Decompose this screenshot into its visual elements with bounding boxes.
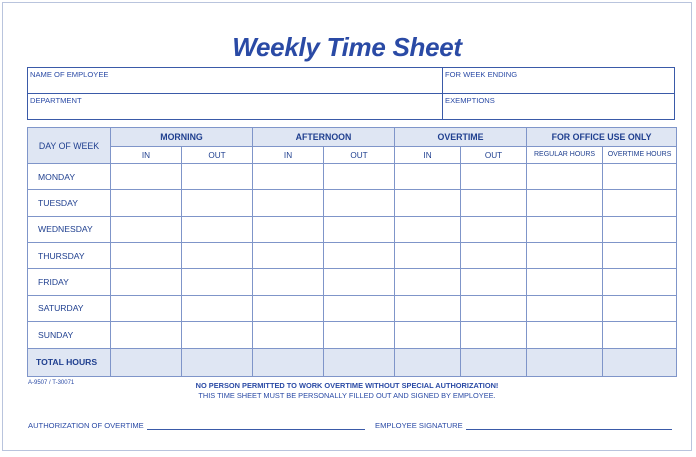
total-entry-cell[interactable] [253, 348, 324, 376]
hours-entry-cell[interactable] [603, 322, 677, 348]
employee-signature-label: EMPLOYEE SIGNATURE [375, 421, 463, 430]
time-entry-cell[interactable] [395, 322, 461, 348]
morning-header: MORNING [111, 128, 253, 147]
day-label: SATURDAY [28, 295, 111, 321]
time-entry-cell[interactable] [253, 322, 324, 348]
week-ending-label: FOR WEEK ENDING [445, 70, 518, 79]
day-row [28, 216, 677, 242]
day-row [28, 243, 677, 269]
total-hours-label: TOTAL HOURS [28, 348, 111, 376]
time-entry-cell[interactable] [111, 243, 182, 269]
time-table [27, 127, 677, 377]
time-entry-cell[interactable] [461, 190, 527, 216]
time-entry-cell[interactable] [111, 216, 182, 242]
time-sheet-form [2, 2, 692, 451]
time-entry-cell[interactable] [324, 190, 395, 216]
total-entry-cell[interactable] [461, 348, 527, 376]
day-row [28, 295, 677, 321]
total-entry-cell[interactable] [182, 348, 253, 376]
time-entry-cell[interactable] [324, 269, 395, 295]
time-entry-cell[interactable] [324, 216, 395, 242]
time-entry-cell[interactable] [324, 322, 395, 348]
hours-entry-cell[interactable] [603, 269, 677, 295]
afternoon-out-header: OUT [324, 147, 395, 164]
overtime-hours-header: OVERTIME HOURS [603, 147, 677, 164]
hours-entry-cell[interactable] [527, 269, 603, 295]
time-entry-cell[interactable] [324, 243, 395, 269]
day-row [28, 164, 677, 190]
time-entry-cell[interactable] [182, 164, 253, 190]
hours-entry-cell[interactable] [603, 164, 677, 190]
hours-entry-cell[interactable] [603, 216, 677, 242]
total-entry-cell[interactable] [395, 348, 461, 376]
authorization-line [147, 421, 365, 430]
total-hours-row [28, 348, 677, 376]
hours-entry-cell[interactable] [527, 295, 603, 321]
day-label: THURSDAY [28, 243, 111, 269]
department-label: DEPARTMENT [30, 96, 82, 105]
time-entry-cell[interactable] [111, 295, 182, 321]
signature-notice: THIS TIME SHEET MUST BE PERSONALLY FILLED OUT AND SIGNED BY EMPLOYEE. [198, 391, 496, 400]
morning-out-header: OUT [182, 147, 253, 164]
employee-signature-field[interactable] [375, 421, 672, 430]
time-entry-cell[interactable] [461, 164, 527, 190]
hours-entry-cell[interactable] [527, 190, 603, 216]
time-entry-cell[interactable] [253, 164, 324, 190]
department-field[interactable] [28, 94, 442, 120]
time-entry-cell[interactable] [253, 216, 324, 242]
authorization-label: AUTHORIZATION OF OVERTIME [28, 421, 144, 430]
hours-entry-cell[interactable] [527, 216, 603, 242]
afternoon-header: AFTERNOON [253, 128, 395, 147]
time-entry-cell[interactable] [461, 295, 527, 321]
time-entry-cell[interactable] [253, 190, 324, 216]
time-entry-cell[interactable] [253, 269, 324, 295]
time-entry-cell[interactable] [253, 243, 324, 269]
total-entry-cell[interactable] [324, 348, 395, 376]
hours-entry-cell[interactable] [527, 322, 603, 348]
time-entry-cell[interactable] [461, 269, 527, 295]
employee-signature-line [466, 421, 672, 430]
time-entry-cell[interactable] [395, 295, 461, 321]
overtime-notice: NO PERSON PERMITTED TO WORK OVERTIME WITHOUT SPECIAL AUTHORIZATION! [195, 381, 499, 390]
time-entry-cell[interactable] [182, 243, 253, 269]
time-entry-cell[interactable] [395, 243, 461, 269]
hours-entry-cell[interactable] [527, 164, 603, 190]
time-entry-cell[interactable] [111, 269, 182, 295]
day-of-week-header: DAY OF WEEK [28, 128, 111, 164]
time-entry-cell[interactable] [395, 190, 461, 216]
time-entry-cell[interactable] [324, 295, 395, 321]
time-entry-cell[interactable] [111, 190, 182, 216]
time-entry-cell[interactable] [111, 322, 182, 348]
time-entry-cell[interactable] [182, 269, 253, 295]
total-entry-cell[interactable] [527, 348, 603, 376]
time-entry-cell[interactable] [395, 164, 461, 190]
time-entry-cell[interactable] [395, 269, 461, 295]
employee-name-field[interactable] [28, 68, 442, 93]
day-label: SUNDAY [28, 322, 111, 348]
time-entry-cell[interactable] [182, 190, 253, 216]
time-entry-cell[interactable] [182, 322, 253, 348]
time-entry-cell[interactable] [395, 216, 461, 242]
time-entry-cell[interactable] [253, 295, 324, 321]
hours-entry-cell[interactable] [603, 190, 677, 216]
hours-entry-cell[interactable] [603, 295, 677, 321]
day-row [28, 322, 677, 348]
afternoon-in-header: IN [253, 147, 324, 164]
day-label: MONDAY [28, 164, 111, 190]
day-label: TUESDAY [28, 190, 111, 216]
hours-entry-cell[interactable] [603, 243, 677, 269]
overtime-in-header: IN [395, 147, 461, 164]
morning-in-header: IN [111, 147, 182, 164]
exemptions-field[interactable] [443, 94, 675, 120]
overtime-out-header: OUT [461, 147, 527, 164]
office-use-header: FOR OFFICE USE ONLY [527, 128, 677, 147]
time-entry-cell[interactable] [182, 216, 253, 242]
day-row [28, 190, 677, 216]
day-label: FRIDAY [28, 269, 111, 295]
total-entry-cell[interactable] [603, 348, 677, 376]
regular-hours-header: REGULAR HOURS [527, 147, 603, 164]
time-entry-cell[interactable] [182, 295, 253, 321]
form-title: Weekly Time Sheet [232, 32, 462, 62]
exemptions-label: EXEMPTIONS [445, 96, 495, 105]
authorization-signature-field[interactable] [28, 421, 365, 430]
time-entry-cell[interactable] [111, 164, 182, 190]
week-ending-field[interactable] [443, 68, 675, 93]
employee-info-box [27, 67, 675, 120]
time-entry-cell[interactable] [324, 164, 395, 190]
form-number: A-9507 / T-30071 [28, 380, 75, 386]
overtime-header: OVERTIME [395, 128, 527, 147]
time-entry-cell[interactable] [461, 322, 527, 348]
day-row [28, 269, 677, 295]
hours-entry-cell[interactable] [527, 243, 603, 269]
time-entry-cell[interactable] [461, 243, 527, 269]
employee-name-label: NAME OF EMPLOYEE [30, 70, 109, 79]
total-entry-cell[interactable] [111, 348, 182, 376]
day-label: WEDNESDAY [28, 216, 111, 242]
time-entry-cell[interactable] [461, 216, 527, 242]
